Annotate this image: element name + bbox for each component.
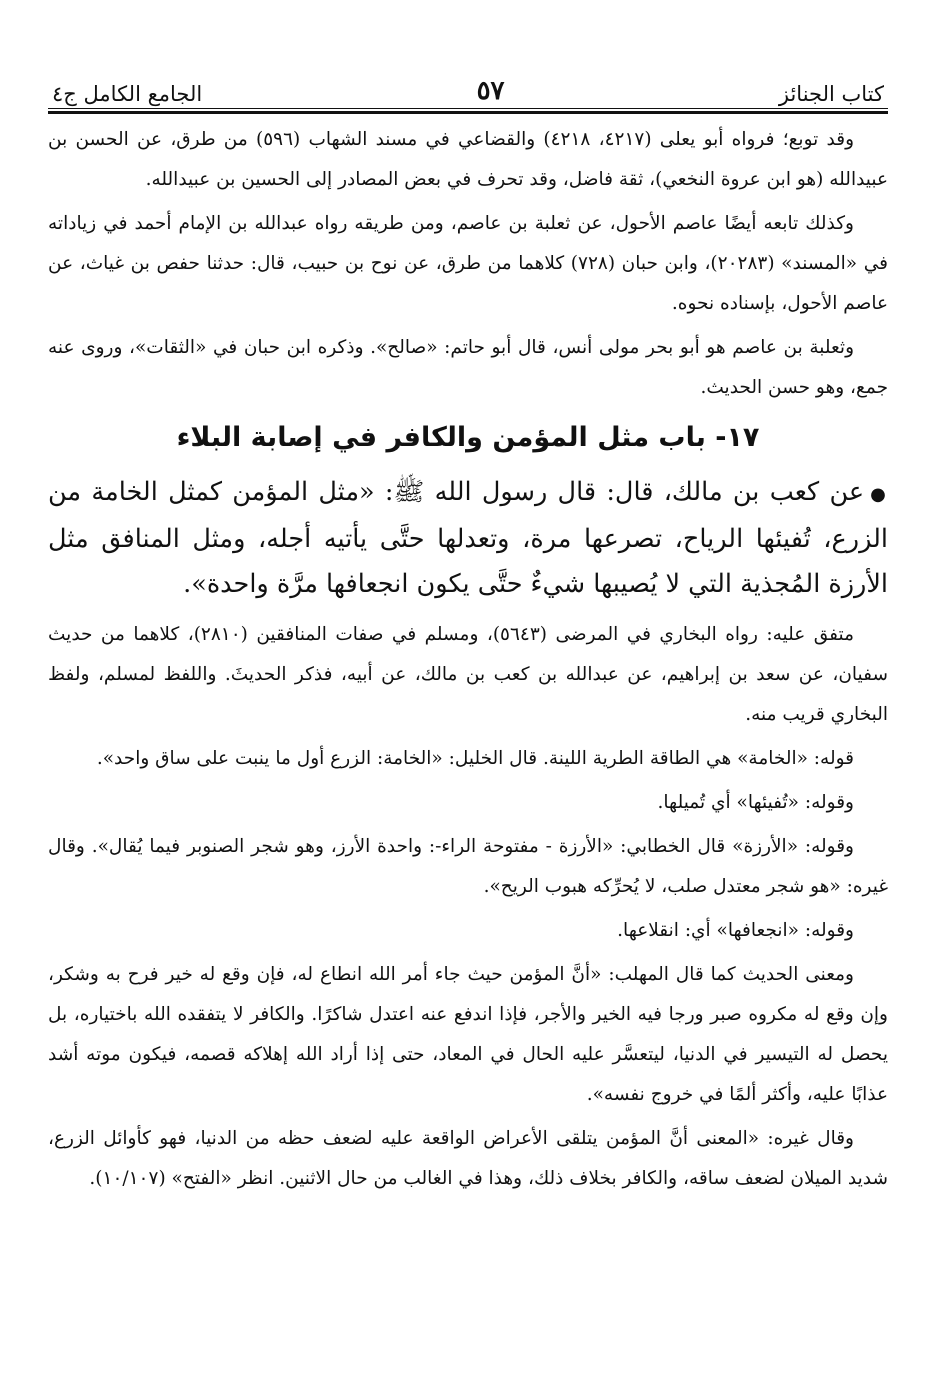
commentary-paragraph: وكذلك تابعه أيضًا عاصم الأحول، عن ثعلبة بن عاصم، ومن طريقه رواه عبدالله بن الإمام أحمد في زياداته في «المسند» (٢٠٢٨٣)، وابن حبان (٧٢٨) كلاهما من طرق، عن نوح بن حبيب، قال: حدثنا حفص بن غياث، عن عاصم الأحول، بإسناده نحوه. (48, 213, 888, 314)
page-body (48, 120, 888, 1199)
header-rule-thick (48, 111, 888, 114)
running-header (48, 52, 888, 106)
header-rule-thin (48, 108, 888, 109)
commentary-paragraph: وقال غيره: «المعنى أنَّ المؤمن يتلقى الأعراض الواقعة عليه لضعف حظه من الدنيا، فهو كأوائل الزرع، شديد الميلان لضعف ساقه، والكافر بخلاف ذلك، وهذا في الغالب من حال الاثنين. انظر «الفتح» (١٠/١٠٧). (48, 1128, 888, 1189)
header-book-title: الجامع الكامل ج٤ (52, 82, 203, 106)
commentary-paragraph: وقد توبع؛ فرواه أبو يعلى (٤٢١٧، ٤٢١٨) والقضاعي في مسند الشهاب (٥٩٦) من طرق، عن الحسن بن عبيدالله (هو ابن عروة النخعي)، ثقة فاضل، وقد تحرف في بعض المصادر إلى الحسين بن عبيدالله. (48, 129, 888, 190)
commentary-paragraph: ومعنى الحديث كما قال المهلب: «أنَّ المؤمن حيث جاء أمر الله انطاع له، فإن وقع له خير فرح به وشكر، وإن وقع له مكروه صبر ورجا فيه الخير والأجر، فإذا اندفع عنه اعتدل شاكرًا. والكافر لا يتفقده الله باختياره، بل يحصل له التيسير في الدنيا، ليتعسَّر عليه الحال في المعاد، حتى إذا أراد الله إهلاكه قصمه، فيكون موته أشد عذابًا عليه، وأكثر ألمًا في خروج نفسه». (48, 964, 888, 1105)
hadith-text: عن كعب بن مالك، قال: قال رسول الله ﷺ: «مثل المؤمن كمثل الخامة من الزرع، تُفيئها الرياح، تصرعها مرة، وتعدلها حتَّى يأتيه أجله، ومثل المنافق مثل الأرزة المُجذية التي لا يُصيبها شيءٌ حتَّى يكون انجعافها مرَّة واحدة». (48, 477, 888, 599)
chapter-title: ١٧- باب مثل المؤمن والكافر في إصابة البلاء (176, 422, 760, 453)
commentary-paragraph: متفق عليه: رواه البخاري في المرضى (٥٦٤٣)، ومسلم في صفات المنافقين (٢٨١٠)، كلاهما من حديث سفيان، عن سعد بن إبراهيم، عن عبدالله بن كعب بن مالك، عن أبيه، فذكر الحديثَ. واللفظ لمسلم، ولفظ البخاري قريب منه. (48, 624, 888, 725)
header-chapter-name: كتاب الجنائز (778, 82, 884, 106)
commentary-paragraph: قوله: «الخامة» هي الطاقة الطرية اللينة. قال الخليل: «الخامة: الزرع أول ما ينبت على ساق واحد». (96, 748, 854, 769)
page-number: ٥٧ (476, 76, 505, 106)
commentary-paragraph: وثعلبة بن عاصم هو أبو بحر مولى أنس، قال أبو حاتم: «صالح». وذكره ابن حبان في «الثقات»، وروى عنه جمع، وهو حسن الحديث. (48, 337, 888, 398)
commentary-paragraph: وقوله: «انجعافها» أي: انقلاعها. (617, 920, 854, 941)
hadith-text-block (48, 470, 888, 607)
commentary-paragraph: وقوله: «الأرزة» قال الخطابي: «الأرزة - مفتوحة الراء-: واحدة الأرز، وهو شجر الصنوبر فيما يُقال». وقال غيره: «هو شجر معتدل صلب، لا يُحرِّكه هبوب الريح». (48, 836, 888, 897)
commentary-paragraph: وقوله: «تُفيئها» أي تُميلها. (657, 792, 854, 813)
book-page (48, 52, 888, 1203)
bullet-icon: ● (870, 484, 888, 505)
